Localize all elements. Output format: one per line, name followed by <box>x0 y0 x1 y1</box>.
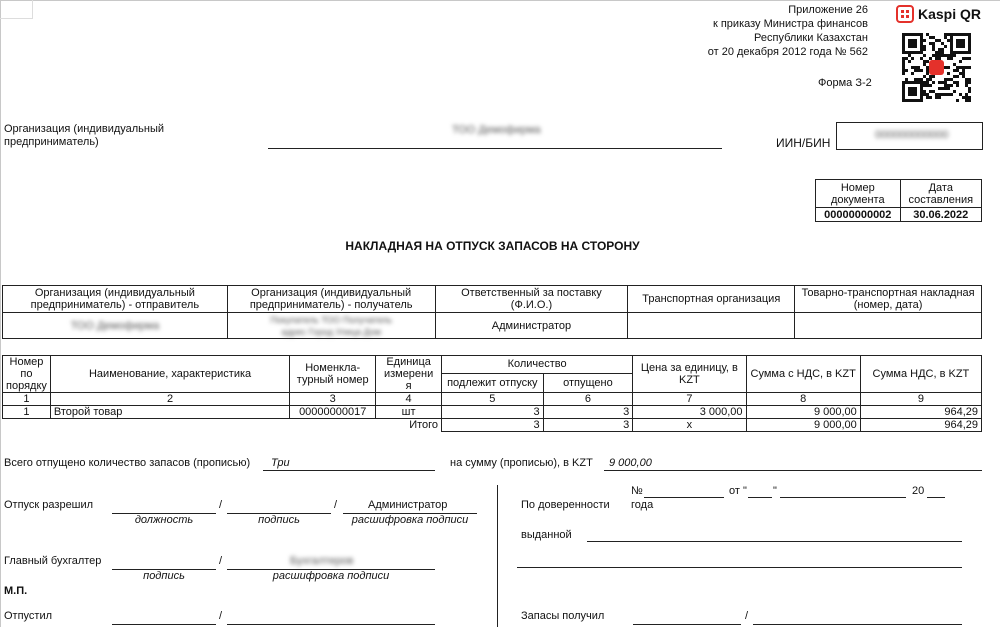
signature-divider <box>497 485 498 627</box>
doc-date-value: 30.06.2022 <box>900 208 981 222</box>
total-empty <box>50 419 289 432</box>
qty-words-underline <box>263 470 435 471</box>
proxy-from: от " <box>729 485 747 497</box>
proxy-label: По доверенности <box>521 499 610 511</box>
received-decode-line <box>753 624 962 625</box>
slash: / <box>745 610 749 622</box>
frame-left <box>0 0 1 627</box>
qr-module <box>944 45 947 48</box>
col-number: 4 <box>376 393 442 406</box>
slash: / <box>219 499 223 511</box>
proxy-num-line <box>644 497 724 498</box>
qr-module <box>968 90 971 93</box>
org-underline <box>268 148 722 149</box>
iin-value: 000000000000 <box>875 129 949 141</box>
parties-table <box>2 285 982 339</box>
col-number: 9 <box>860 393 981 406</box>
row-name: Второй товар <box>50 406 289 419</box>
qr-module <box>968 66 971 69</box>
released-decode-line <box>227 624 435 625</box>
org-label <box>4 123 164 149</box>
sum-words-underline <box>604 470 982 471</box>
row-qty-issue: 3 <box>442 406 544 419</box>
accountant-name: Бухгалтеров <box>290 555 354 567</box>
col-number: 2 <box>50 393 289 406</box>
qr-module <box>968 81 971 84</box>
row-price: 3 000,00 <box>633 406 746 419</box>
row-num: 1 <box>3 406 51 419</box>
row-vat: 964,29 <box>860 406 981 419</box>
total-empty <box>290 419 376 432</box>
total-vat: 964,29 <box>860 419 981 432</box>
released-label: Отпустил <box>4 610 53 622</box>
org-label-line: предприниматель) <box>4 136 99 148</box>
receiver-header: Организация (индивидуальный предприниматель) - получатель <box>227 286 435 313</box>
qr-module <box>968 57 971 60</box>
row-unit: шт <box>376 406 442 419</box>
waybill-value <box>795 313 982 339</box>
qr-module <box>947 72 950 75</box>
qr-module <box>932 81 935 84</box>
col-price-header: Цена за единицу, в KZT <box>633 356 746 393</box>
qr-module <box>911 72 914 75</box>
release-label: Отпуск разрешил <box>4 499 94 511</box>
qr-module <box>932 75 935 78</box>
qr-module <box>908 60 911 63</box>
appendix-block <box>708 3 868 59</box>
org-value: ТОО Демофирма <box>452 124 541 136</box>
transport-header: Транспортная организация <box>628 286 795 313</box>
total-label: Итого <box>376 419 442 432</box>
qr-module <box>920 99 923 102</box>
col-number: 8 <box>746 393 860 406</box>
qr-module <box>914 45 917 48</box>
caption-decode: расшифровка подписи <box>272 570 390 582</box>
row-sum: 9 000,00 <box>746 406 860 419</box>
col-vat-header: Сумма НДС, в KZT <box>860 356 981 393</box>
qr-module <box>911 57 914 60</box>
qr-module <box>914 93 917 96</box>
caption-decode: расшифровка подписи <box>351 514 469 526</box>
qr-module <box>959 60 962 63</box>
iin-box <box>836 122 983 150</box>
qr-module <box>962 45 965 48</box>
col-qty-issued-header: отпущено <box>543 373 633 392</box>
col-sum-header: Сумма с НДС, в KZT <box>746 356 860 393</box>
stamp-place: М.П. <box>4 585 28 597</box>
sender-header: Организация (индивидуальный предприниматель) - отправитель <box>3 286 228 313</box>
qr-module <box>938 96 941 99</box>
released-signature-line <box>112 624 216 625</box>
appendix-line: от 20 декабря 2012 года № 562 <box>707 46 868 58</box>
qr-module <box>947 66 950 69</box>
qr-code[interactable] <box>902 33 972 103</box>
qr-module <box>950 57 953 60</box>
qr-module <box>968 99 971 102</box>
doc-date-header: Дата составления <box>900 180 981 208</box>
col-code-header: Номенкла- турный номер <box>290 356 376 393</box>
qr-module <box>929 96 932 99</box>
waybill-header: Товарно-транспортная накладная (номер, дата) <box>795 286 982 313</box>
release-name: Администратор <box>368 499 448 511</box>
qr-module <box>956 84 959 87</box>
table-row <box>3 406 982 419</box>
qty-words-value: Три <box>271 457 290 469</box>
slash: / <box>334 499 338 511</box>
total-qty-issued: 3 <box>543 419 633 432</box>
appendix-line: Республики Казахстан <box>754 32 868 44</box>
qr-module <box>956 75 959 78</box>
qr-module <box>929 84 932 87</box>
proxy-quote: " <box>773 485 777 497</box>
issued-label: выданной <box>521 529 572 541</box>
qr-module <box>905 69 908 72</box>
total-price: х <box>633 419 746 432</box>
caption-signature: подпись <box>143 570 185 582</box>
col-unit-header: Единица измерени я <box>376 356 442 393</box>
sum-words-value: 9 000,00 <box>609 457 652 469</box>
appendix-line: к приказу Министра финансов <box>712 18 868 30</box>
proxy-year-line <box>927 497 945 498</box>
document-title: НАКЛАДНАЯ НА ОТПУСК ЗАПАСОВ НА СТОРОНУ <box>345 239 640 253</box>
received-signature-line <box>633 624 741 625</box>
qr-module <box>923 54 926 57</box>
qr-module <box>950 93 953 96</box>
proxy-day-line <box>748 497 772 498</box>
received-label: Запасы получил <box>521 610 605 622</box>
row-qty-issued: 3 <box>543 406 633 419</box>
doc-num-header: Номер документа <box>816 180 901 208</box>
slash: / <box>219 610 223 622</box>
caption-position: должность <box>134 514 194 526</box>
proxy-year-word: года <box>631 499 654 511</box>
qr-module <box>956 99 959 102</box>
form-number: Форма З-2 <box>818 77 872 89</box>
col-number: 3 <box>290 393 376 406</box>
issued-line <box>587 541 962 542</box>
col-number: 1 <box>3 393 51 406</box>
qr-module <box>920 69 923 72</box>
col-number: 5 <box>442 393 544 406</box>
qr-module <box>953 54 956 57</box>
qr-module <box>923 48 926 51</box>
row-code: 00000000017 <box>290 406 376 419</box>
issued-line-2 <box>517 567 962 568</box>
caption-signature: подпись <box>258 514 300 526</box>
col-name-header: Наименование, характеристика <box>50 356 289 393</box>
kaspi-qr-header <box>896 3 996 27</box>
sum-words-label: на сумму (прописью), в KZT <box>450 457 593 469</box>
sender-value: ТОО Демофирма <box>3 313 228 339</box>
iin-label: ИИН/БИН <box>776 136 831 150</box>
qr-module <box>968 51 971 54</box>
responsible-value: Администратор <box>435 313 628 339</box>
total-row <box>3 419 982 432</box>
qty-words-label: Всего отпущено количество запасов (прописью) <box>4 457 251 469</box>
frame-top <box>0 0 1000 1</box>
kaspi-logo-icon <box>896 5 914 23</box>
transport-value <box>628 313 795 339</box>
qr-module <box>923 39 926 42</box>
items-table <box>2 355 982 432</box>
appendix-line: Приложение 26 <box>788 4 868 16</box>
total-empty <box>3 419 51 432</box>
proxy-month-line <box>780 497 906 498</box>
page-corner <box>0 0 33 19</box>
col-qty-header: Количество <box>442 356 633 374</box>
slash: / <box>219 555 223 567</box>
proxy-num-sign: № <box>631 485 643 497</box>
kaspi-center-icon <box>929 60 944 75</box>
qr-module <box>947 87 950 90</box>
responsible-header: Ответственный за поставку (Ф.И.О.) <box>435 286 628 313</box>
receiver-value: Покупатель ТОО Получатель адрес Город Улица Дом <box>227 313 435 339</box>
col-number: 6 <box>543 393 633 406</box>
proxy-year: 20 <box>912 485 925 497</box>
org-label-line: Организация (индивидуальный <box>4 123 165 135</box>
qr-module <box>902 72 905 75</box>
col-qty-issue-header: подлежит отпуску <box>442 373 544 392</box>
doc-number-table <box>815 179 982 222</box>
col-num-header: Номер по порядку <box>3 356 51 393</box>
kaspi-label: Kaspi QR <box>918 6 982 22</box>
total-qty-issue: 3 <box>442 419 544 432</box>
qr-module <box>953 90 956 93</box>
total-sum: 9 000,00 <box>746 419 860 432</box>
doc-num-value: 00000000002 <box>816 208 901 222</box>
qr-module <box>950 84 953 87</box>
col-number: 7 <box>633 393 746 406</box>
accountant-label: Главный бухгалтер <box>4 555 102 567</box>
